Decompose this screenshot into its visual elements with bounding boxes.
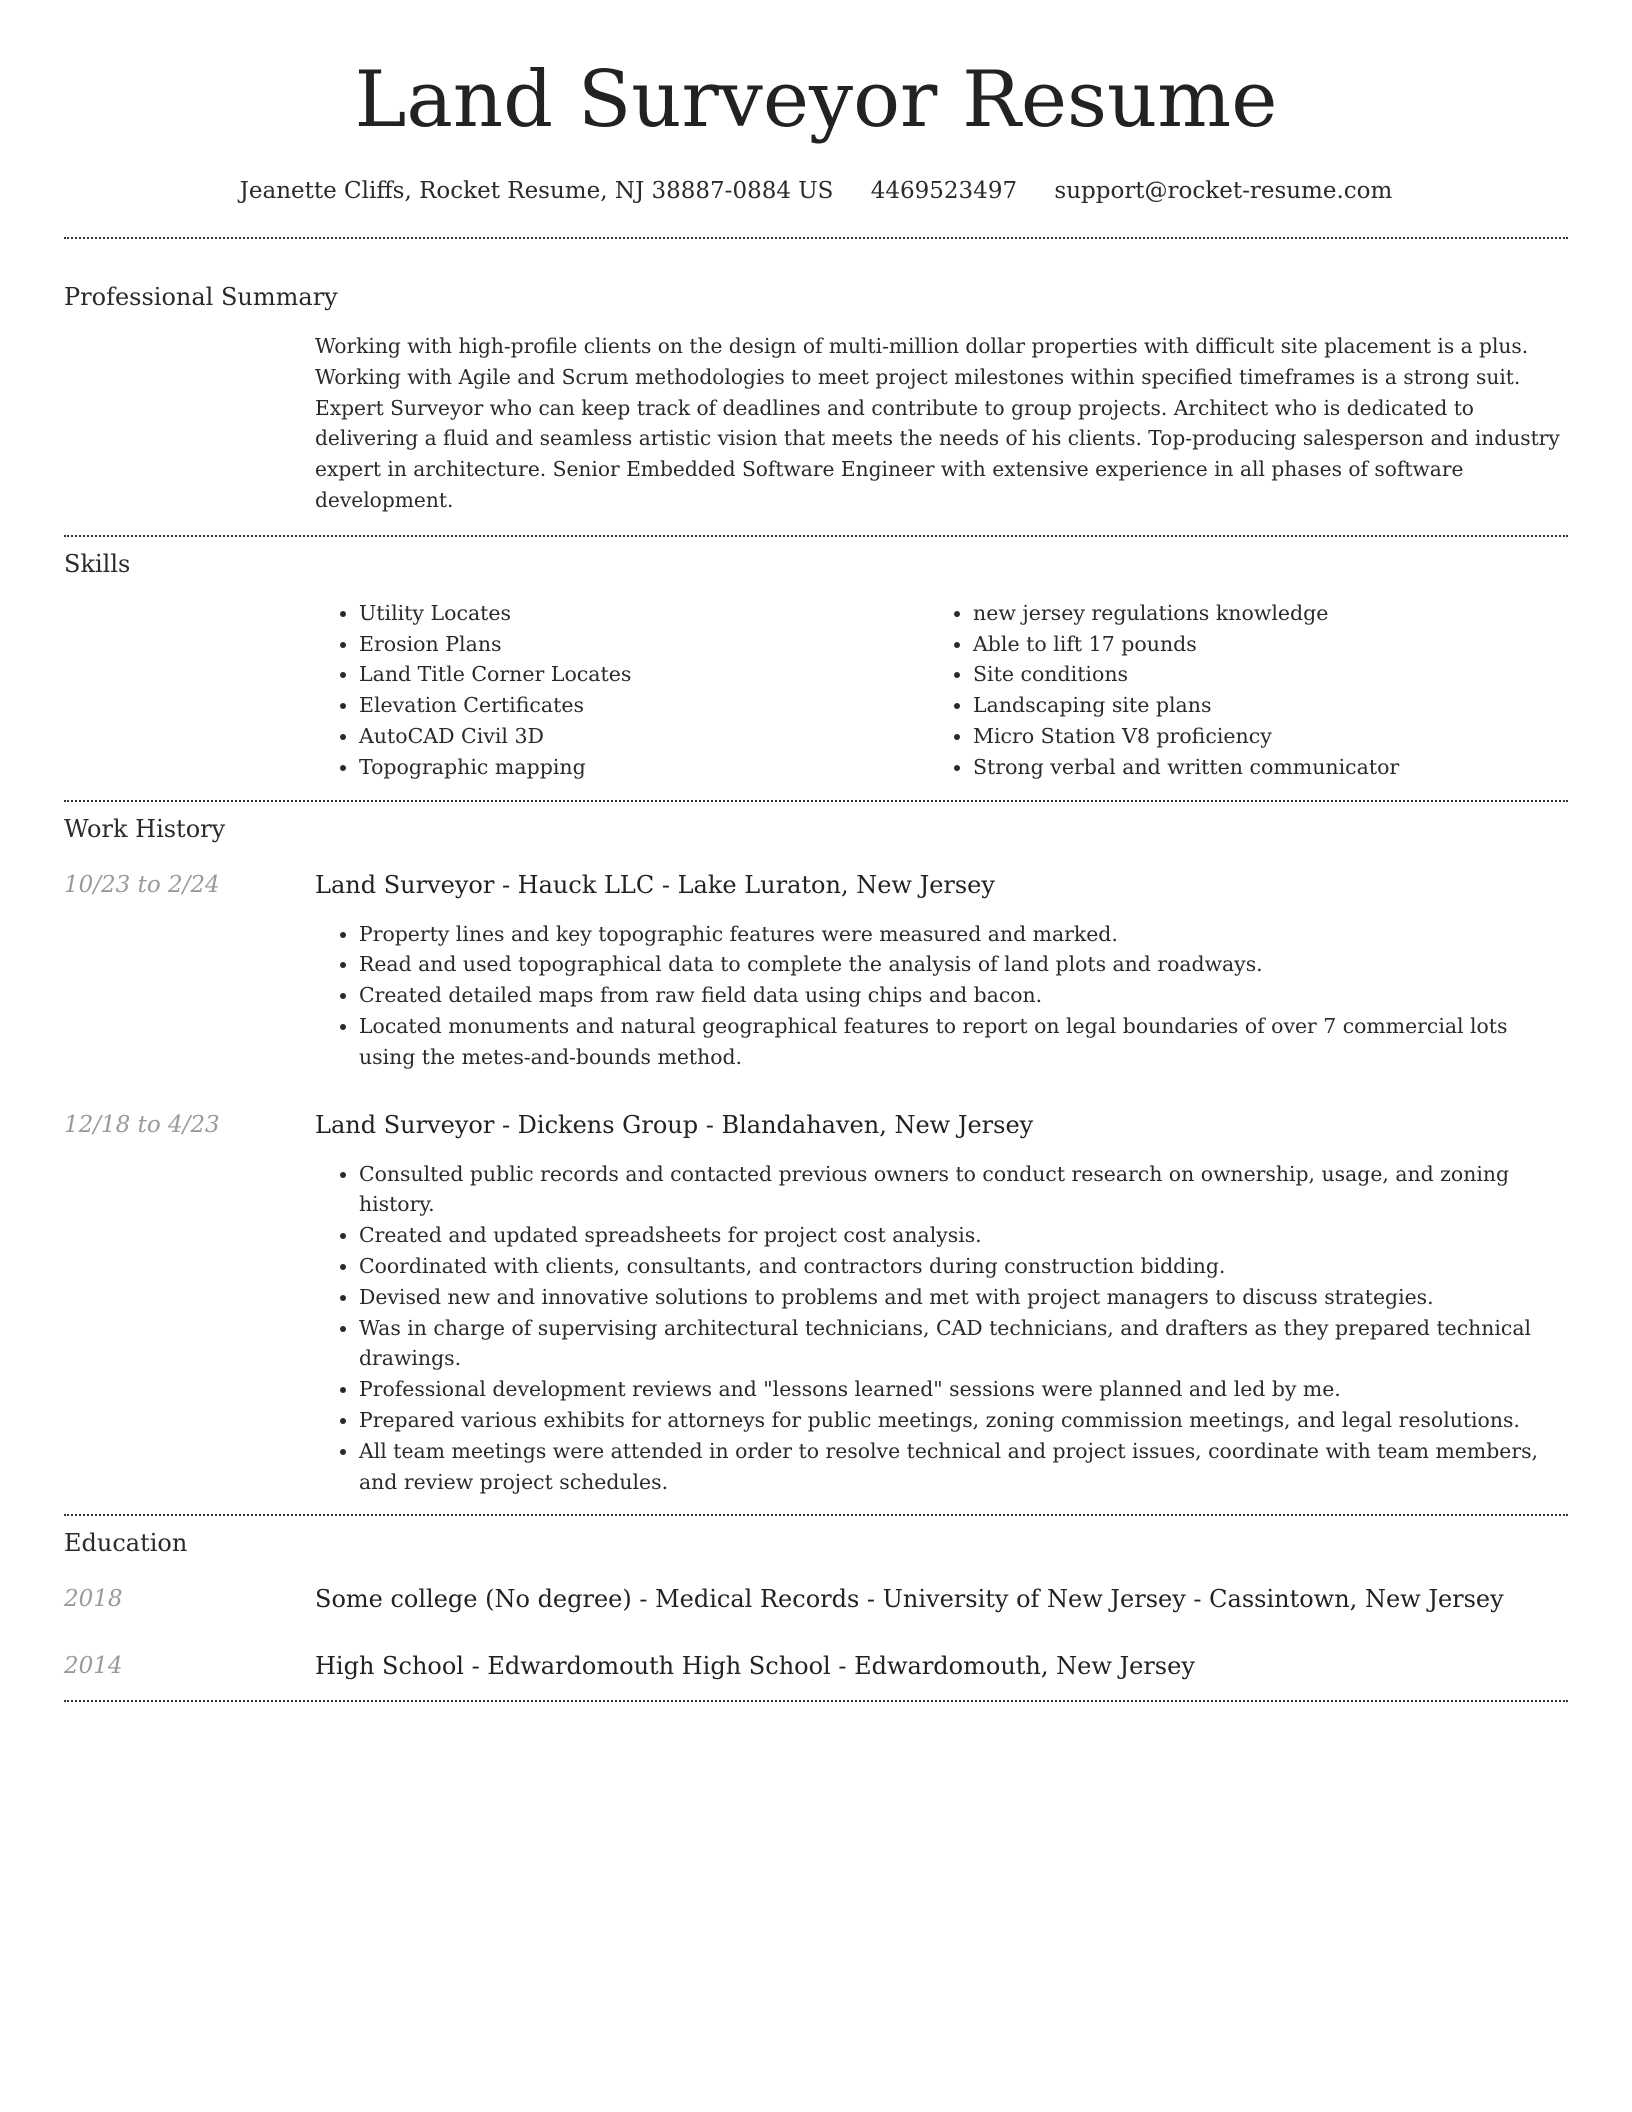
skills-list-left bbox=[315, 598, 929, 783]
list-item: • Prepared various exhibits for attorneys for public meetings, zoning commission meetings, and legal resolutions. bbox=[359, 1405, 1568, 1436]
work-section bbox=[64, 802, 1568, 1498]
list-item: • All team meetings were attended in order to resolve technical and project issues, coordinate with team members, and review project schedules. bbox=[359, 1436, 1568, 1498]
education-entry bbox=[64, 1584, 1568, 1614]
list-item: • Erosion Plans bbox=[359, 629, 929, 660]
contact-address: Jeanette Cliffs, Rocket Resume, NJ 38887-0884 US bbox=[239, 178, 834, 204]
education-section bbox=[64, 1516, 1568, 1681]
list-item: • Created and updated spreadsheets for project cost analysis. bbox=[359, 1220, 1568, 1251]
list-item: • Land Title Corner Locates bbox=[359, 659, 929, 690]
list-item: • Able to lift 17 pounds bbox=[973, 629, 1543, 660]
education-text: High School - Edwardomouth High School - Edwardomouth, New Jersey bbox=[315, 1652, 1195, 1681]
list-item: • Located monuments and natural geographical features to report on legal boundaries of over 7 commercial lots using the metes-and-bounds method. bbox=[359, 1011, 1568, 1073]
job-entry bbox=[64, 870, 1568, 1073]
list-item: • Consulted public records and contacted previous owners to conduct research on ownership, usage, and zoning history. bbox=[359, 1159, 1568, 1221]
list-item: • new jersey regulations knowledge bbox=[973, 598, 1543, 629]
summary-text: Working with high-profile clients on the design of multi-million dollar properties with difficult site placement is a plus. Working with Agile and Scrum methodologies to meet project milestones within specified timeframes is a strong suit. Expert Surveyor who can keep track of deadlines and contribute to group projects. Architect who is dedicated to delivering a fluid and seamless artistic vision that meets the needs of his clients. Top-producing salesperson and industry expert in architecture. Senior Embedded Software Engineer with extensive experience in all phases of software development. bbox=[315, 334, 1560, 512]
list-item: • Coordinated with clients, consultants, and contractors during construction bidding. bbox=[359, 1251, 1568, 1282]
list-item: • Elevation Certificates bbox=[359, 690, 929, 721]
job-title: Land Surveyor - Hauck LLC - Lake Luraton, New Jersey bbox=[315, 870, 995, 899]
list-item: • Micro Station V8 proficiency bbox=[973, 721, 1543, 752]
skills-list-right bbox=[929, 598, 1543, 783]
job-dates: 10/23 to 2/24 bbox=[64, 871, 220, 898]
job-bullets bbox=[315, 1159, 1568, 1498]
contact-phone: 4469523497 bbox=[870, 178, 1018, 204]
skills-section bbox=[64, 537, 1568, 783]
education-entry bbox=[64, 1651, 1568, 1681]
list-item: • Topographic mapping bbox=[359, 752, 929, 783]
contact-line bbox=[64, 176, 1568, 206]
list-item: • AutoCAD Civil 3D bbox=[359, 721, 929, 752]
section-heading-education: Education bbox=[64, 1529, 188, 1558]
job-bullets bbox=[315, 919, 1568, 1073]
job-title: Land Surveyor - Dickens Group - Blandahaven, New Jersey bbox=[315, 1110, 1034, 1139]
list-item: • Professional development reviews and "lessons learned" sessions were planned and led by me. bbox=[359, 1374, 1568, 1405]
section-heading-work: Work History bbox=[64, 814, 226, 843]
section-heading-skills: Skills bbox=[64, 549, 131, 578]
list-item: • Property lines and key topographic features were measured and marked. bbox=[359, 919, 1568, 950]
list-item: • Devised new and innovative solutions to problems and met with project managers to discuss strategies. bbox=[359, 1282, 1568, 1313]
section-heading-summary: Professional Summary bbox=[64, 283, 338, 311]
list-item: • Created detailed maps from raw field data using chips and bacon. bbox=[359, 980, 1568, 1011]
divider bbox=[64, 1700, 1568, 1702]
resume-header bbox=[64, 0, 1568, 206]
education-year: 2014 bbox=[64, 1653, 123, 1680]
list-item: • Utility Locates bbox=[359, 598, 929, 629]
contact-email: support@rocket-resume.com bbox=[1054, 178, 1393, 204]
list-item: • Landscaping site plans bbox=[973, 690, 1543, 721]
list-item: • Strong verbal and written communicator bbox=[973, 752, 1543, 783]
skills-lists bbox=[315, 598, 1568, 783]
education-text: Some college (No degree) - Medical Records - University of New Jersey - Cassintown, New Jersey bbox=[315, 1585, 1504, 1614]
list-item: • Was in charge of supervising architectural technicians, CAD technicians, and drafters as they prepared technical drawings. bbox=[359, 1313, 1568, 1375]
job-entry bbox=[64, 1110, 1568, 1498]
list-item: • Site conditions bbox=[973, 659, 1543, 690]
education-year: 2018 bbox=[64, 1586, 123, 1613]
list-item: • Read and used topographical data to complete the analysis of land plots and roadways. bbox=[359, 949, 1568, 980]
job-dates: 12/18 to 4/23 bbox=[64, 1111, 220, 1138]
resume-title: Land Surveyor Resume bbox=[354, 55, 1278, 145]
summary-section bbox=[64, 239, 1568, 516]
